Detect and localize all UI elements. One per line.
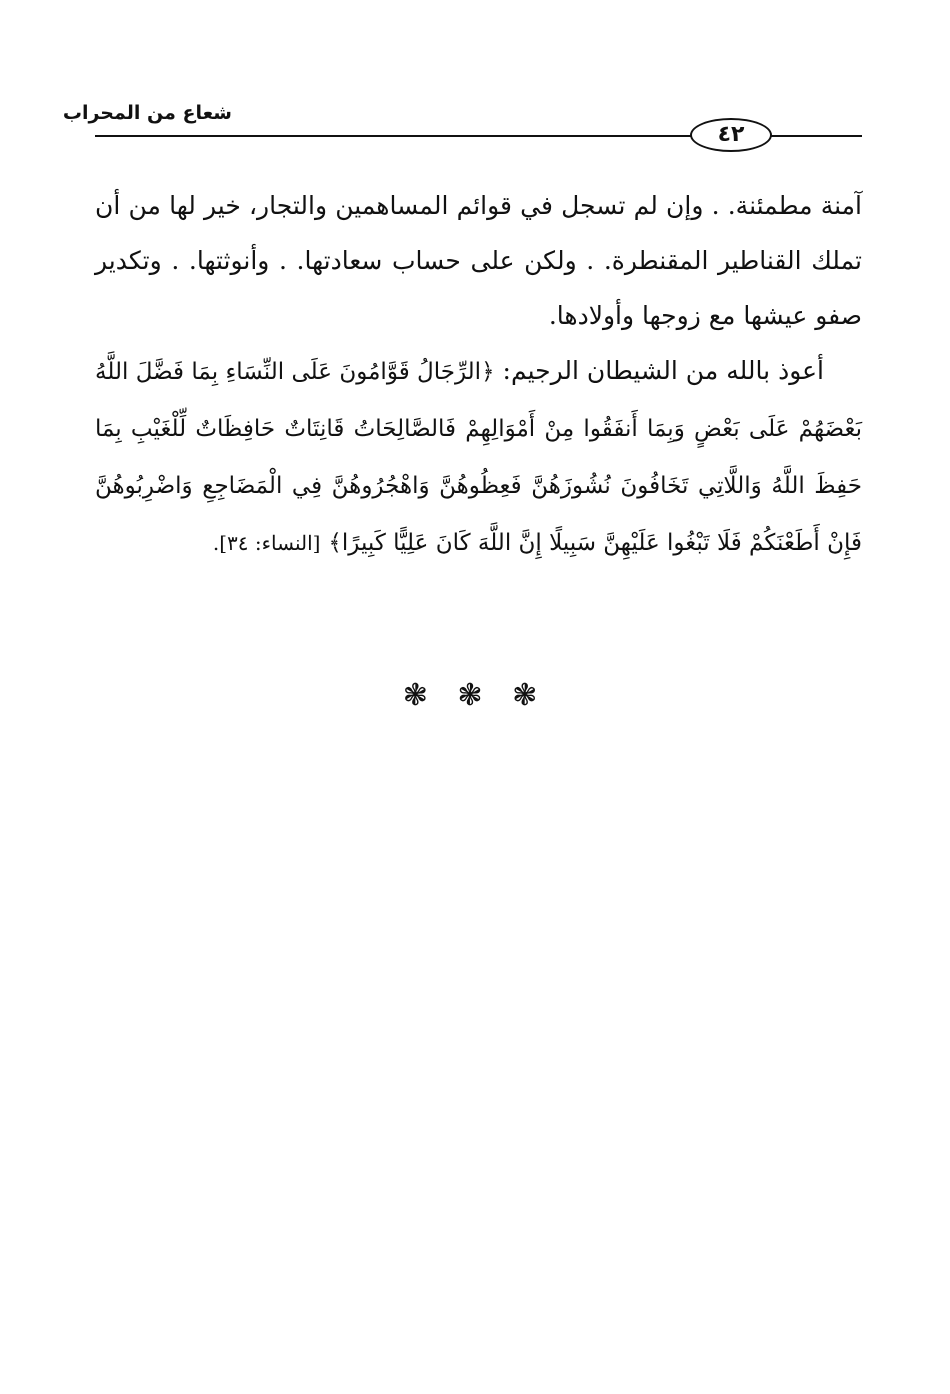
paragraph-2 <box>95 343 862 571</box>
body-text <box>95 178 862 571</box>
paragraph-1: آمنة مطمئنة. . وإن لم تسجل في قوائم المساهمين والتجار، خير لها من أن تملك القناطير المقنطرة. . ولكن على حساب سعادتها. . وأنوثتها. . وتكدير صفو عيشها مع زوجها وأولادها. <box>95 191 862 330</box>
flower-ornament-icon: ❃ <box>512 678 548 713</box>
isti-adha-intro: أعوذ بالله من الشيطان الرجيم: <box>502 356 824 385</box>
flower-ornament-icon: ❃ <box>457 678 493 713</box>
flower-ornament-icon: ❃ <box>402 678 438 713</box>
page-number: ٤٢ <box>690 118 772 152</box>
section-separator <box>0 678 950 713</box>
verse-reference: [النساء: ٣٤]. <box>212 531 321 555</box>
quran-verse: ﴿الرِّجَالُ قَوَّامُونَ عَلَى النِّسَاءِ بِمَا فَضَّلَ اللَّهُ بَعْضَهُمْ عَلَى بَعْضٍ وَبِمَا أَنفَقُوا مِنْ أَمْوَالِهِمْ فَالصَّالِحَاتُ قَانِتَاتٌ حَافِظَاتٌ لِّلْغَيْبِ بِمَا حَفِظَ اللَّهُ وَاللَّاتِي تَخَافُونَ نُشُوزَهُنَّ فَعِظُوهُنَّ وَاهْجُرُوهُنَّ فِي الْمَضَاجِعِ وَاضْرِبُوهُنَّ فَإِنْ أَطَعْنَكُمْ فَلَا تَبْغُوا عَلَيْهِنَّ سَبِيلًا إِنَّ اللَّهَ كَانَ عَلِيًّا كَبِيرًا﴾ <box>95 359 862 556</box>
running-title: شعاع من المحراب <box>62 102 232 124</box>
